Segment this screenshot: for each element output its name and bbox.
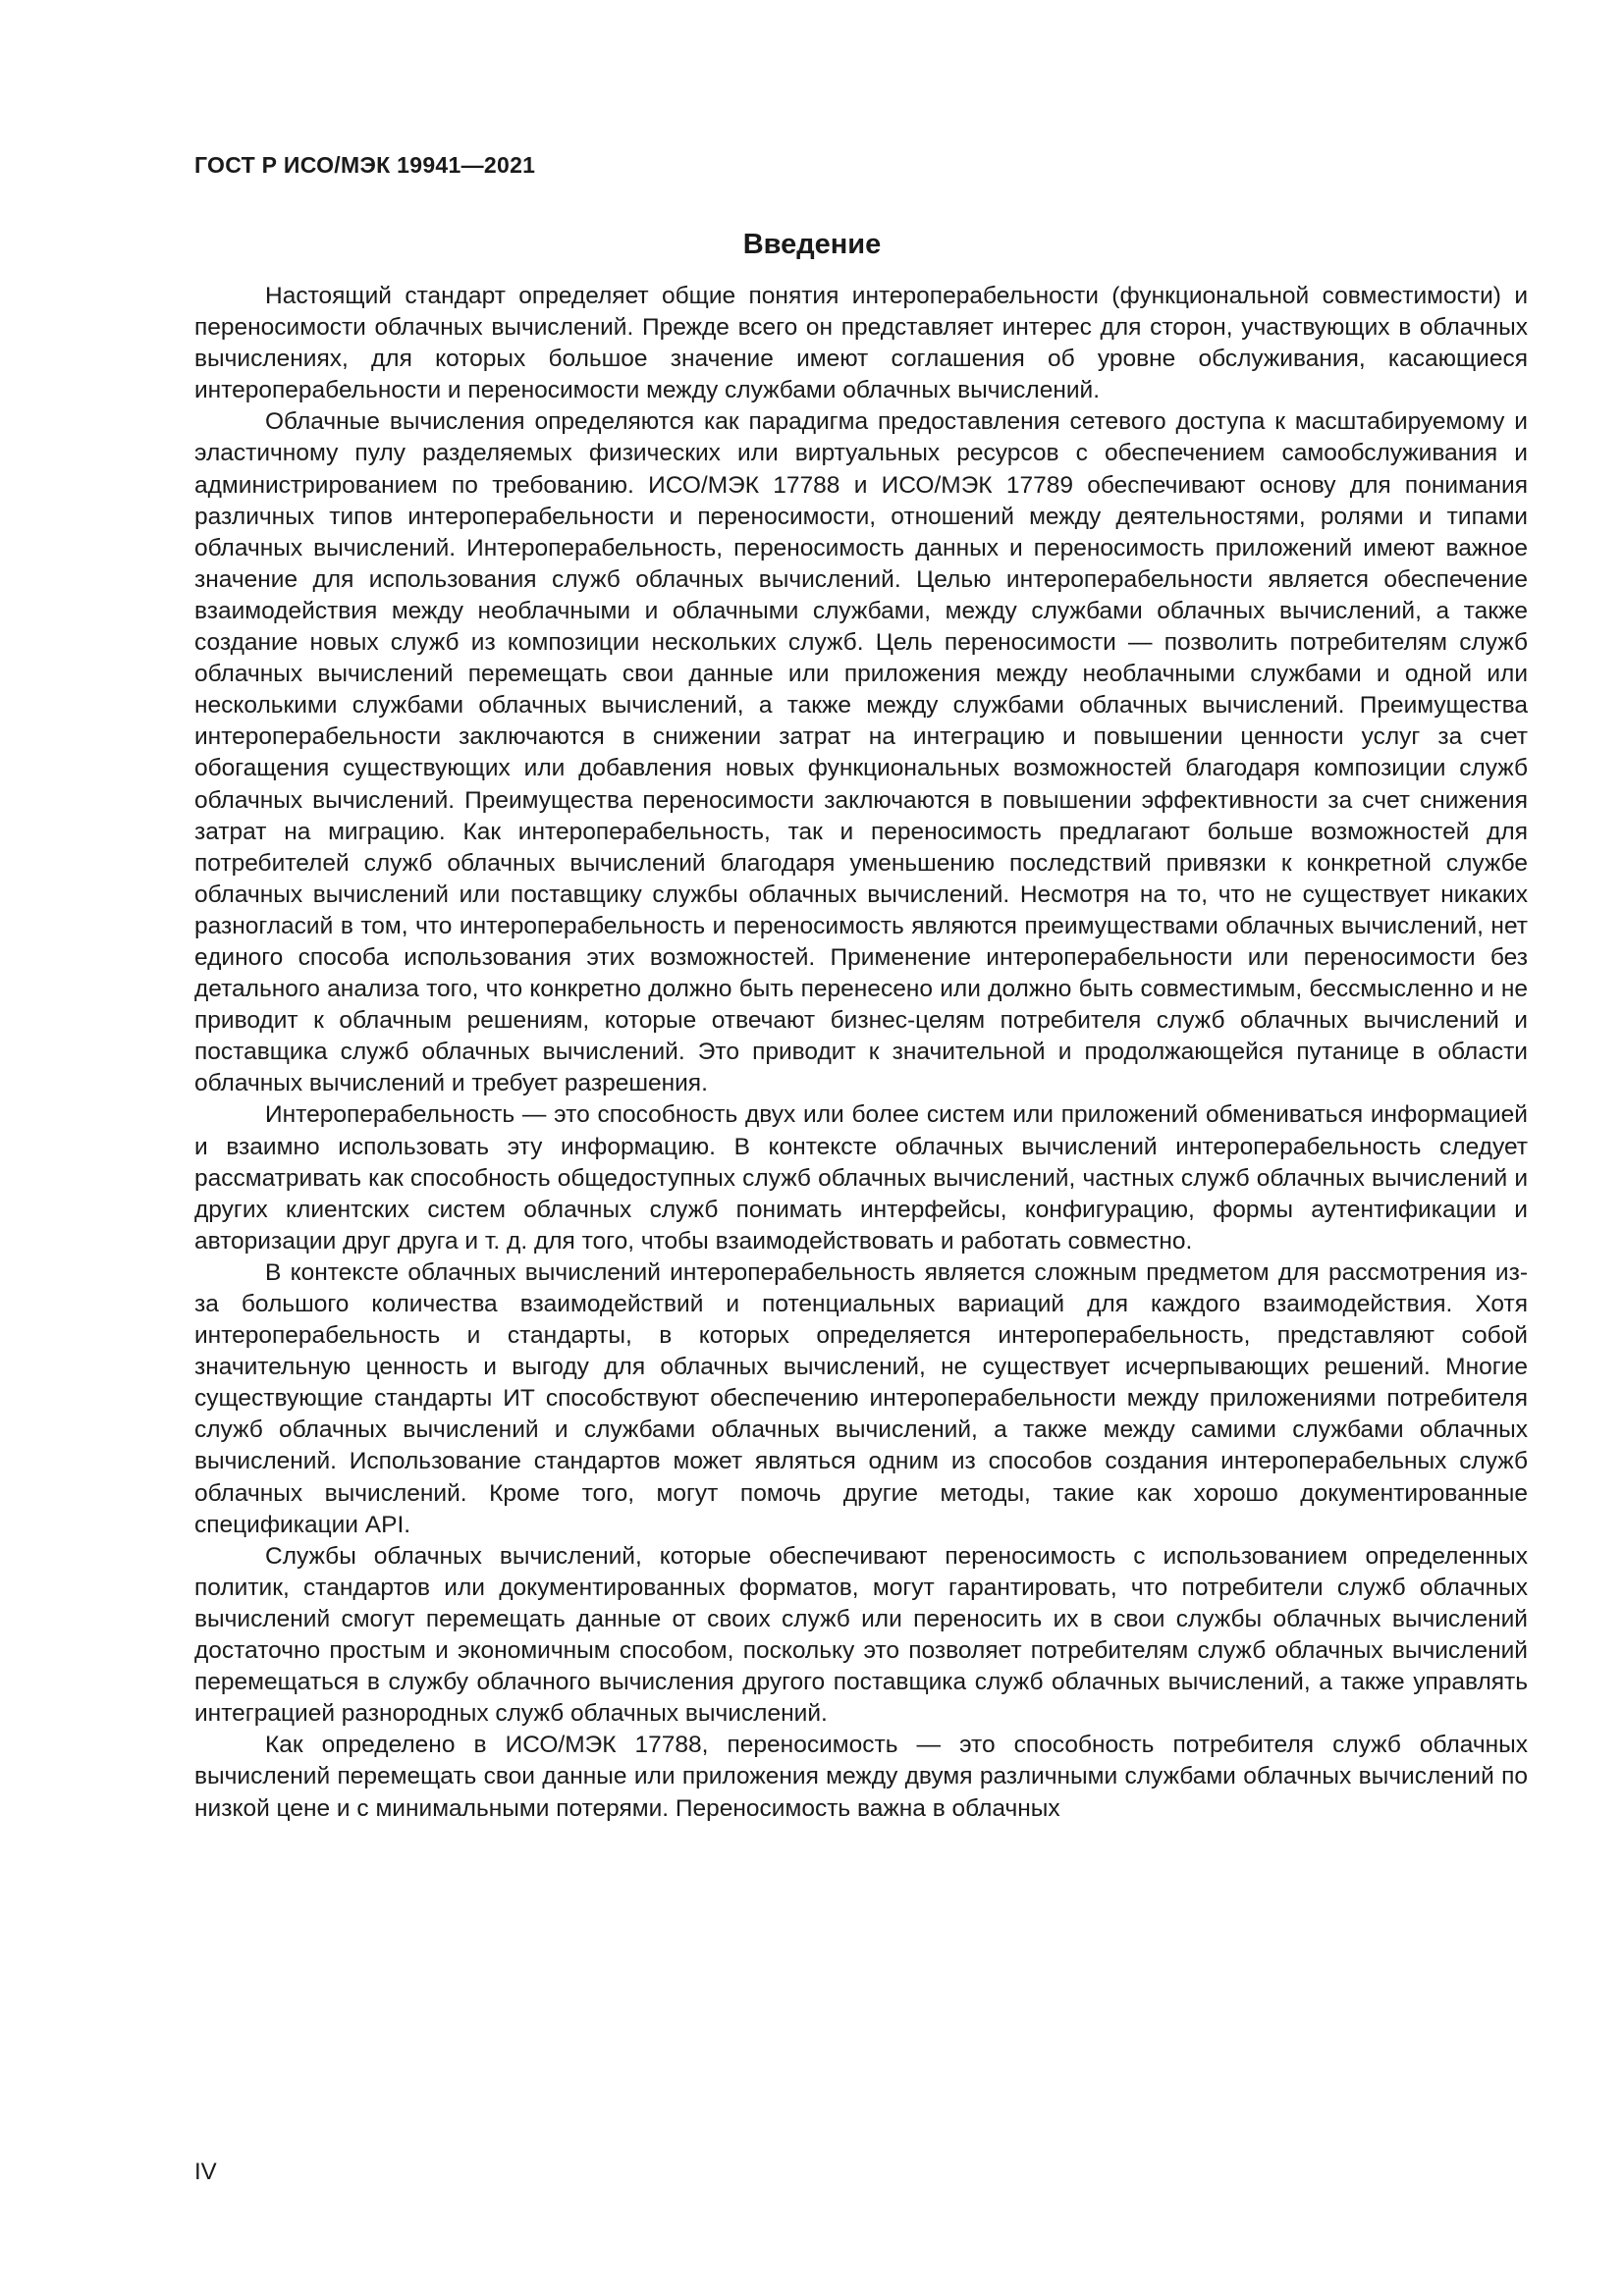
document-header: ГОСТ Р ИСО/МЭК 19941—2021 (194, 152, 536, 178)
body-text (194, 281, 1528, 1825)
paragraph: Настоящий стандарт определяет общие понятия интероперабельности (функциональной совместимости) и переносимости облачных вычислений. Прежде всего он представляет интерес для сторон, участвующих в облачных вычислениях, для которых большое значение имеют соглашения об уровне обслуживания, касающиеся интероперабельности и переносимости между службами облачных вычислений. (194, 283, 1528, 404)
paragraph: Как определено в ИСО/МЭК 17788, переносимость — это способность потребителя служб облачных вычислений перемещать свои данные или приложения между двумя различными службами облачных вычислений по низкой цене и с минимальными потерями. Переносимость важна в облачных (194, 1732, 1528, 1822)
paragraph: Службы облачных вычислений, которые обеспечивают переносимость с использованием определенных политик, стандартов или документированных форматов, могут гарантировать, что потребители служб облачных вычислений смогут перемещать данные от своих служб или переносить их в свои службы облачных вычислений достаточно простым и экономичным способом, поскольку это позволяет потребителям служб облачных вычислений перемещаться в службу облачного вычисления другого поставщика служб облачных вычислений, а также управлять интеграцией разнородных служб облачных вычислений. (194, 1542, 1528, 1728)
section-title: Введение (742, 229, 882, 260)
paragraph: В контексте облачных вычислений интероперабельность является сложным предметом для рассмотрения из-за большого количества взаимодействий и потенциальных вариаций для каждого взаимодействия. Хотя интероперабельность и стандарты, в которых определяется интероперабельность, представляют собой значительную ценность и выгоду для облачных вычислений, не существует исчерпывающих решений. Многие существующие стандарты ИТ способствуют обеспечению интероперабельности между приложениями потребителя служб облачных вычислений и службами облачных вычислений, а также между самими службами облачных вычислений. Использование стандартов может являться одним из способов создания интероперабельных служб облачных вычислений. Кроме того, могут помочь другие методы, такие как хорошо документированные спецификации API. (194, 1258, 1528, 1538)
paragraph: Облачные вычисления определяются как парадигма предоставления сетевого доступа к масштабируемому и эластичному пулу разделяемых физических или виртуальных ресурсов с обеспечением самообслуживания и администрированием по требованию. ИСО/МЭК 17788 и ИСО/МЭК 17789 обеспечивают основу для понимания различных типов интероперабельности и переносимости, отношений между деятельностями, ролями и типами облачных вычислений. Интероперабельность, переносимость данных и переносимость приложений имеют важное значение для использования служб облачных вычислений. Целью интероперабельности является обеспечение взаимодействия между необлачными и облачными службами, между службами облачных вычислений, а также создание новых служб из композиции нескольких служб. Цель переносимости — позволить потребителям служб облачных вычислений перемещать свои данные или приложения между необлачными службами и одной или несколькими службами облачных вычислений, а также между службами облачных вычислений. Преимущества интероперабельности заключаются в снижении затрат на интеграцию и повышении ценности услуг за счет обогащения существующих или добавления новых функциональных возможностей благодаря композиции служб облачных вычислений. Преимущества переносимости заключаются в повышении эффективности за счет снижения затрат на миграцию. Как интероперабельность, так и переносимость предлагают больше возможностей для потребителей служб облачных вычислений благодаря уменьшению последствий привязки к конкретной службе облачных вычислений или поставщику службы облачных вычислений. Несмотря на то, что не существует никаких разногласий в том, что интероперабельность и переносимость являются преимуществами облачных вычислений, нет единого способа использования этих возможностей. Применение интероперабельности или переносимости без детального анализа того, что конкретно должно быть перенесено или должно быть совместимым, бессмысленно и не приводит к облачным решениям, которые отвечают бизнес-целям потребителя служб облачных вычислений и поставщика служб облачных вычислений. Это приводит к значительной и продолжающейся путанице в области облачных вычислений и требует разрешения. (194, 408, 1528, 1097)
paragraph: Интероперабельность — это способность двух или более систем или приложений обмениваться информацией и взаимно использовать эту информацию. В контексте облачных вычислений интероперабельность следует рассматривать как способность общедоступных служб облачных вычислений, частных служб облачных вычислений и других клиентских систем облачных служб понимать интерфейсы, конфигурацию, формы аутентификации и авторизации друг друга и т. д. для того, чтобы взаимодействовать и работать совместно. (194, 1101, 1528, 1255)
page-number: IV (194, 2159, 217, 2185)
